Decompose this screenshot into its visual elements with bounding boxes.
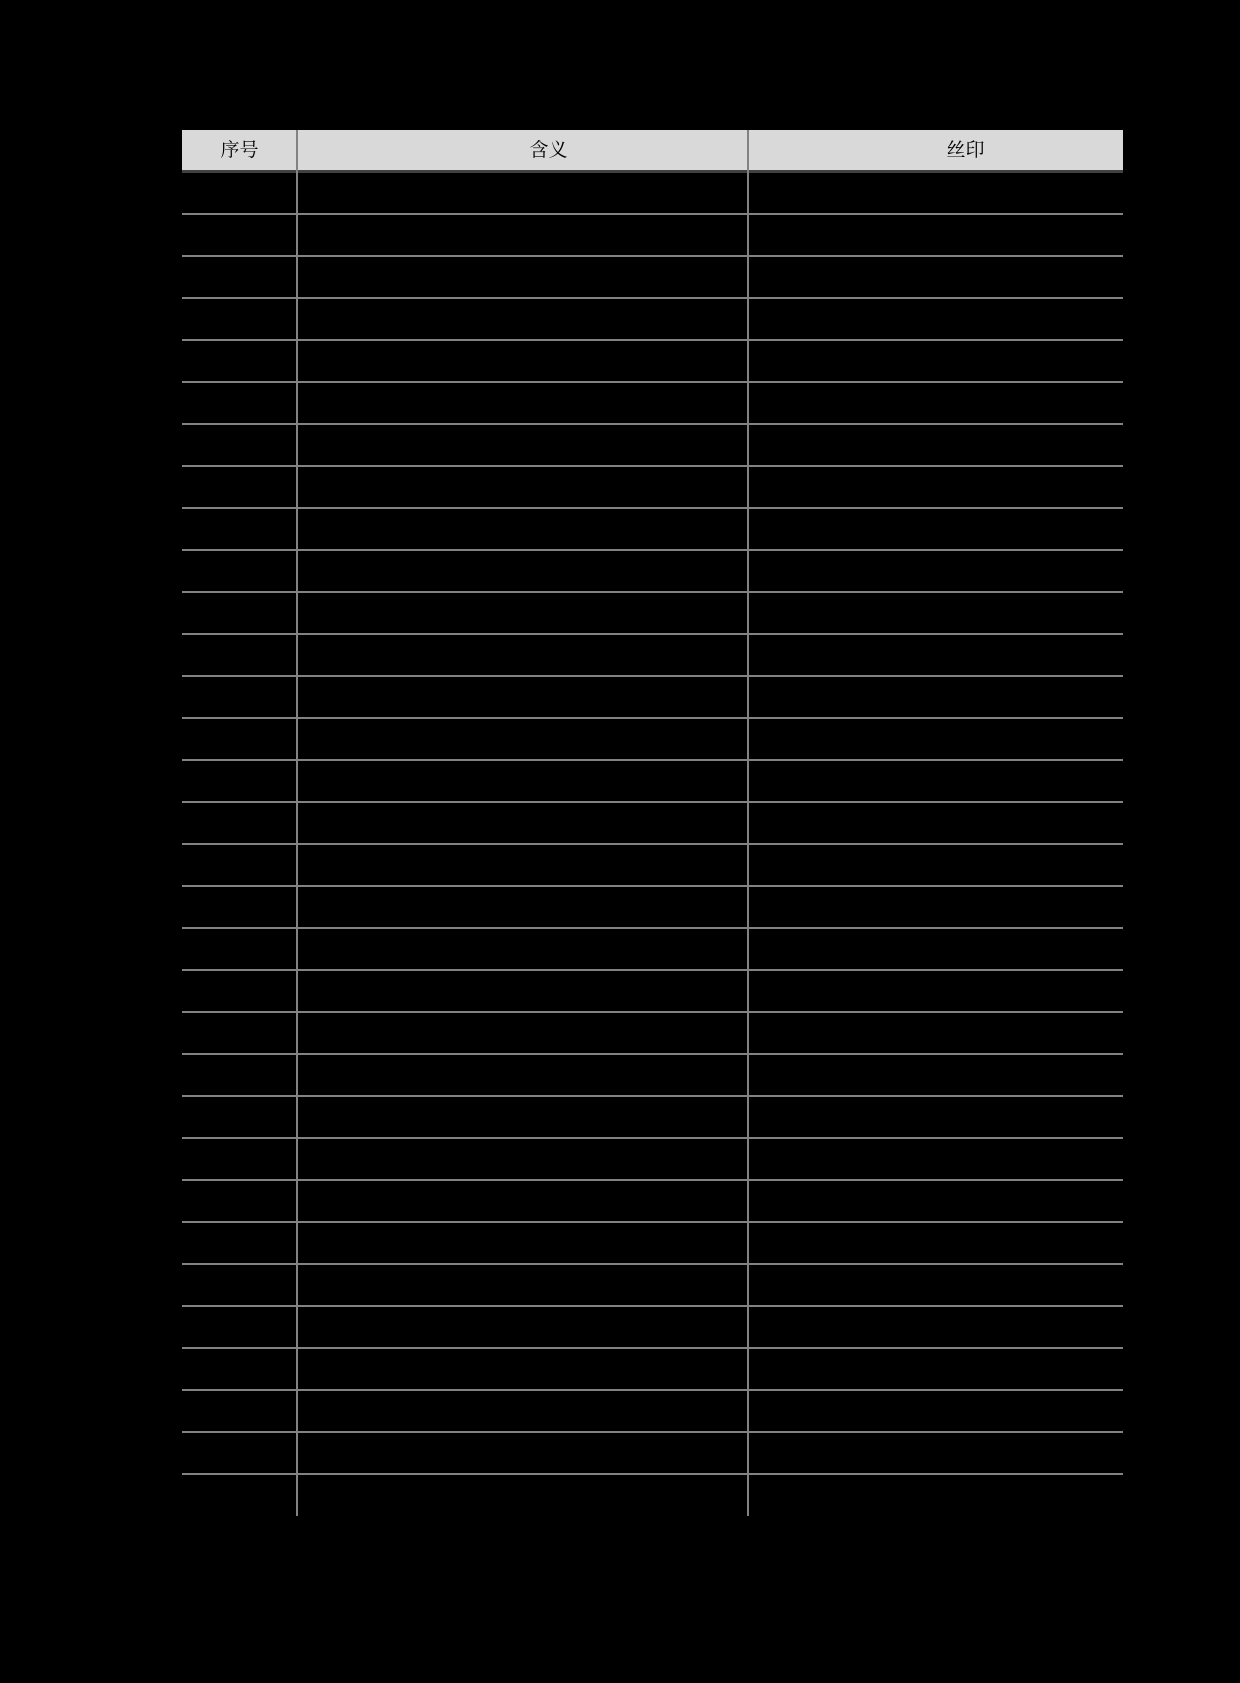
table-cell [297,971,748,1011]
table-cell [297,1349,748,1389]
table-row [182,1097,1123,1139]
table-cell [297,593,748,633]
table-cell [748,257,1123,297]
table-row [182,299,1123,341]
table-cell [182,803,297,843]
table-row [182,1055,1123,1097]
table-cell [297,383,748,423]
table-row [182,1475,1123,1517]
table-row [182,845,1123,887]
table-cell [297,1097,748,1137]
table-cell [182,1349,297,1389]
table-cell [297,1013,748,1053]
table-row [182,1307,1123,1349]
table-cell [748,467,1123,507]
table-row [182,173,1123,215]
table-cell [182,761,297,801]
table-cell [297,551,748,591]
table-cell [182,1475,297,1517]
table-cell [748,845,1123,885]
table-cell [182,1055,297,1095]
table-cell [297,887,748,927]
table-cell [182,677,297,717]
table-cell [182,719,297,759]
table-row [182,1265,1123,1307]
table-cell [182,887,297,927]
table-cell [748,1055,1123,1095]
table-cell [297,677,748,717]
table-cell [748,761,1123,801]
table-cell [182,1223,297,1263]
table-row [182,971,1123,1013]
table-cell [297,341,748,381]
table-cell [297,719,748,759]
table-cell [182,1391,297,1431]
table-cell [297,761,748,801]
table-cell [748,1265,1123,1305]
table-row [182,383,1123,425]
table-cell [297,635,748,675]
table-cell [297,845,748,885]
table-body [182,173,1123,1517]
table-cell [748,383,1123,423]
table-cell [297,1433,748,1473]
table-row [182,761,1123,803]
table-cell [748,299,1123,339]
table-row [182,425,1123,467]
table-cell [297,1139,748,1179]
table-cell [182,425,297,465]
table-cell [297,803,748,843]
table-cell [297,173,748,213]
table-cell [182,929,297,969]
table-row [182,1223,1123,1265]
table-cell [297,467,748,507]
table-cell [182,1265,297,1305]
table-cell [182,257,297,297]
table-row [182,1181,1123,1223]
table-row [182,929,1123,971]
table-cell [297,1475,748,1517]
table-cell [748,173,1123,213]
table-row [182,1139,1123,1181]
table-cell [182,383,297,423]
table-row [182,803,1123,845]
table-row [182,1349,1123,1391]
table-cell [182,173,297,213]
column-header-serial-number: 序号 [220,139,259,161]
table-row [182,467,1123,509]
table-cell [297,929,748,969]
table-row [182,1391,1123,1433]
table-cell [748,1307,1123,1347]
table-cell [297,257,748,297]
table-cell [182,467,297,507]
table-cell [182,845,297,885]
table-row [182,1433,1123,1475]
table-cell [297,509,748,549]
table-cell [182,593,297,633]
column-divider [747,130,749,1516]
table-cell [297,1391,748,1431]
table-row [182,887,1123,929]
table-cell [297,425,748,465]
table-cell [182,1433,297,1473]
table-cell [182,551,297,591]
table-row [182,551,1123,593]
table-row [182,341,1123,383]
table-row [182,257,1123,299]
table-cell [182,1139,297,1179]
table-cell [748,593,1123,633]
table-row [182,215,1123,257]
column-header-meaning: 含义 [529,139,568,161]
table-cell [748,1349,1123,1389]
table-cell [748,1391,1123,1431]
table-cell [748,887,1123,927]
table-cell [748,1097,1123,1137]
table-cell [182,509,297,549]
table-cell [297,1307,748,1347]
table-cell [748,677,1123,717]
table-cell [748,215,1123,255]
table-cell [182,341,297,381]
table-cell [748,635,1123,675]
table-cell [748,1139,1123,1179]
table-cell [182,299,297,339]
table-cell [297,1181,748,1221]
table-cell [182,635,297,675]
table-row [182,1013,1123,1055]
table-cell [297,215,748,255]
table-cell [748,1223,1123,1263]
table-cell [182,215,297,255]
table-cell [182,971,297,1011]
table-cell [748,971,1123,1011]
table-cell [748,1475,1123,1517]
table-row [182,677,1123,719]
table-cell [748,1013,1123,1053]
table-cell [182,1181,297,1221]
table-cell [297,1055,748,1095]
table-cell [297,1223,748,1263]
table-row [182,719,1123,761]
table-row [182,635,1123,677]
table-cell [748,1181,1123,1221]
table-cell [748,1433,1123,1473]
table-cell [297,299,748,339]
data-table [182,130,1123,1517]
table-cell [748,803,1123,843]
column-divider [296,130,298,1516]
table-header-row [182,130,1123,173]
table-cell [182,1307,297,1347]
table-cell [748,509,1123,549]
table-row [182,509,1123,551]
table-cell [748,425,1123,465]
table-cell [182,1097,297,1137]
table-cell [748,551,1123,591]
column-header-silkscreen: 丝印 [946,139,985,161]
table-row [182,593,1123,635]
table-cell [748,341,1123,381]
table-cell [748,929,1123,969]
table-cell [182,1013,297,1053]
table-cell [748,719,1123,759]
table-cell [297,1265,748,1305]
